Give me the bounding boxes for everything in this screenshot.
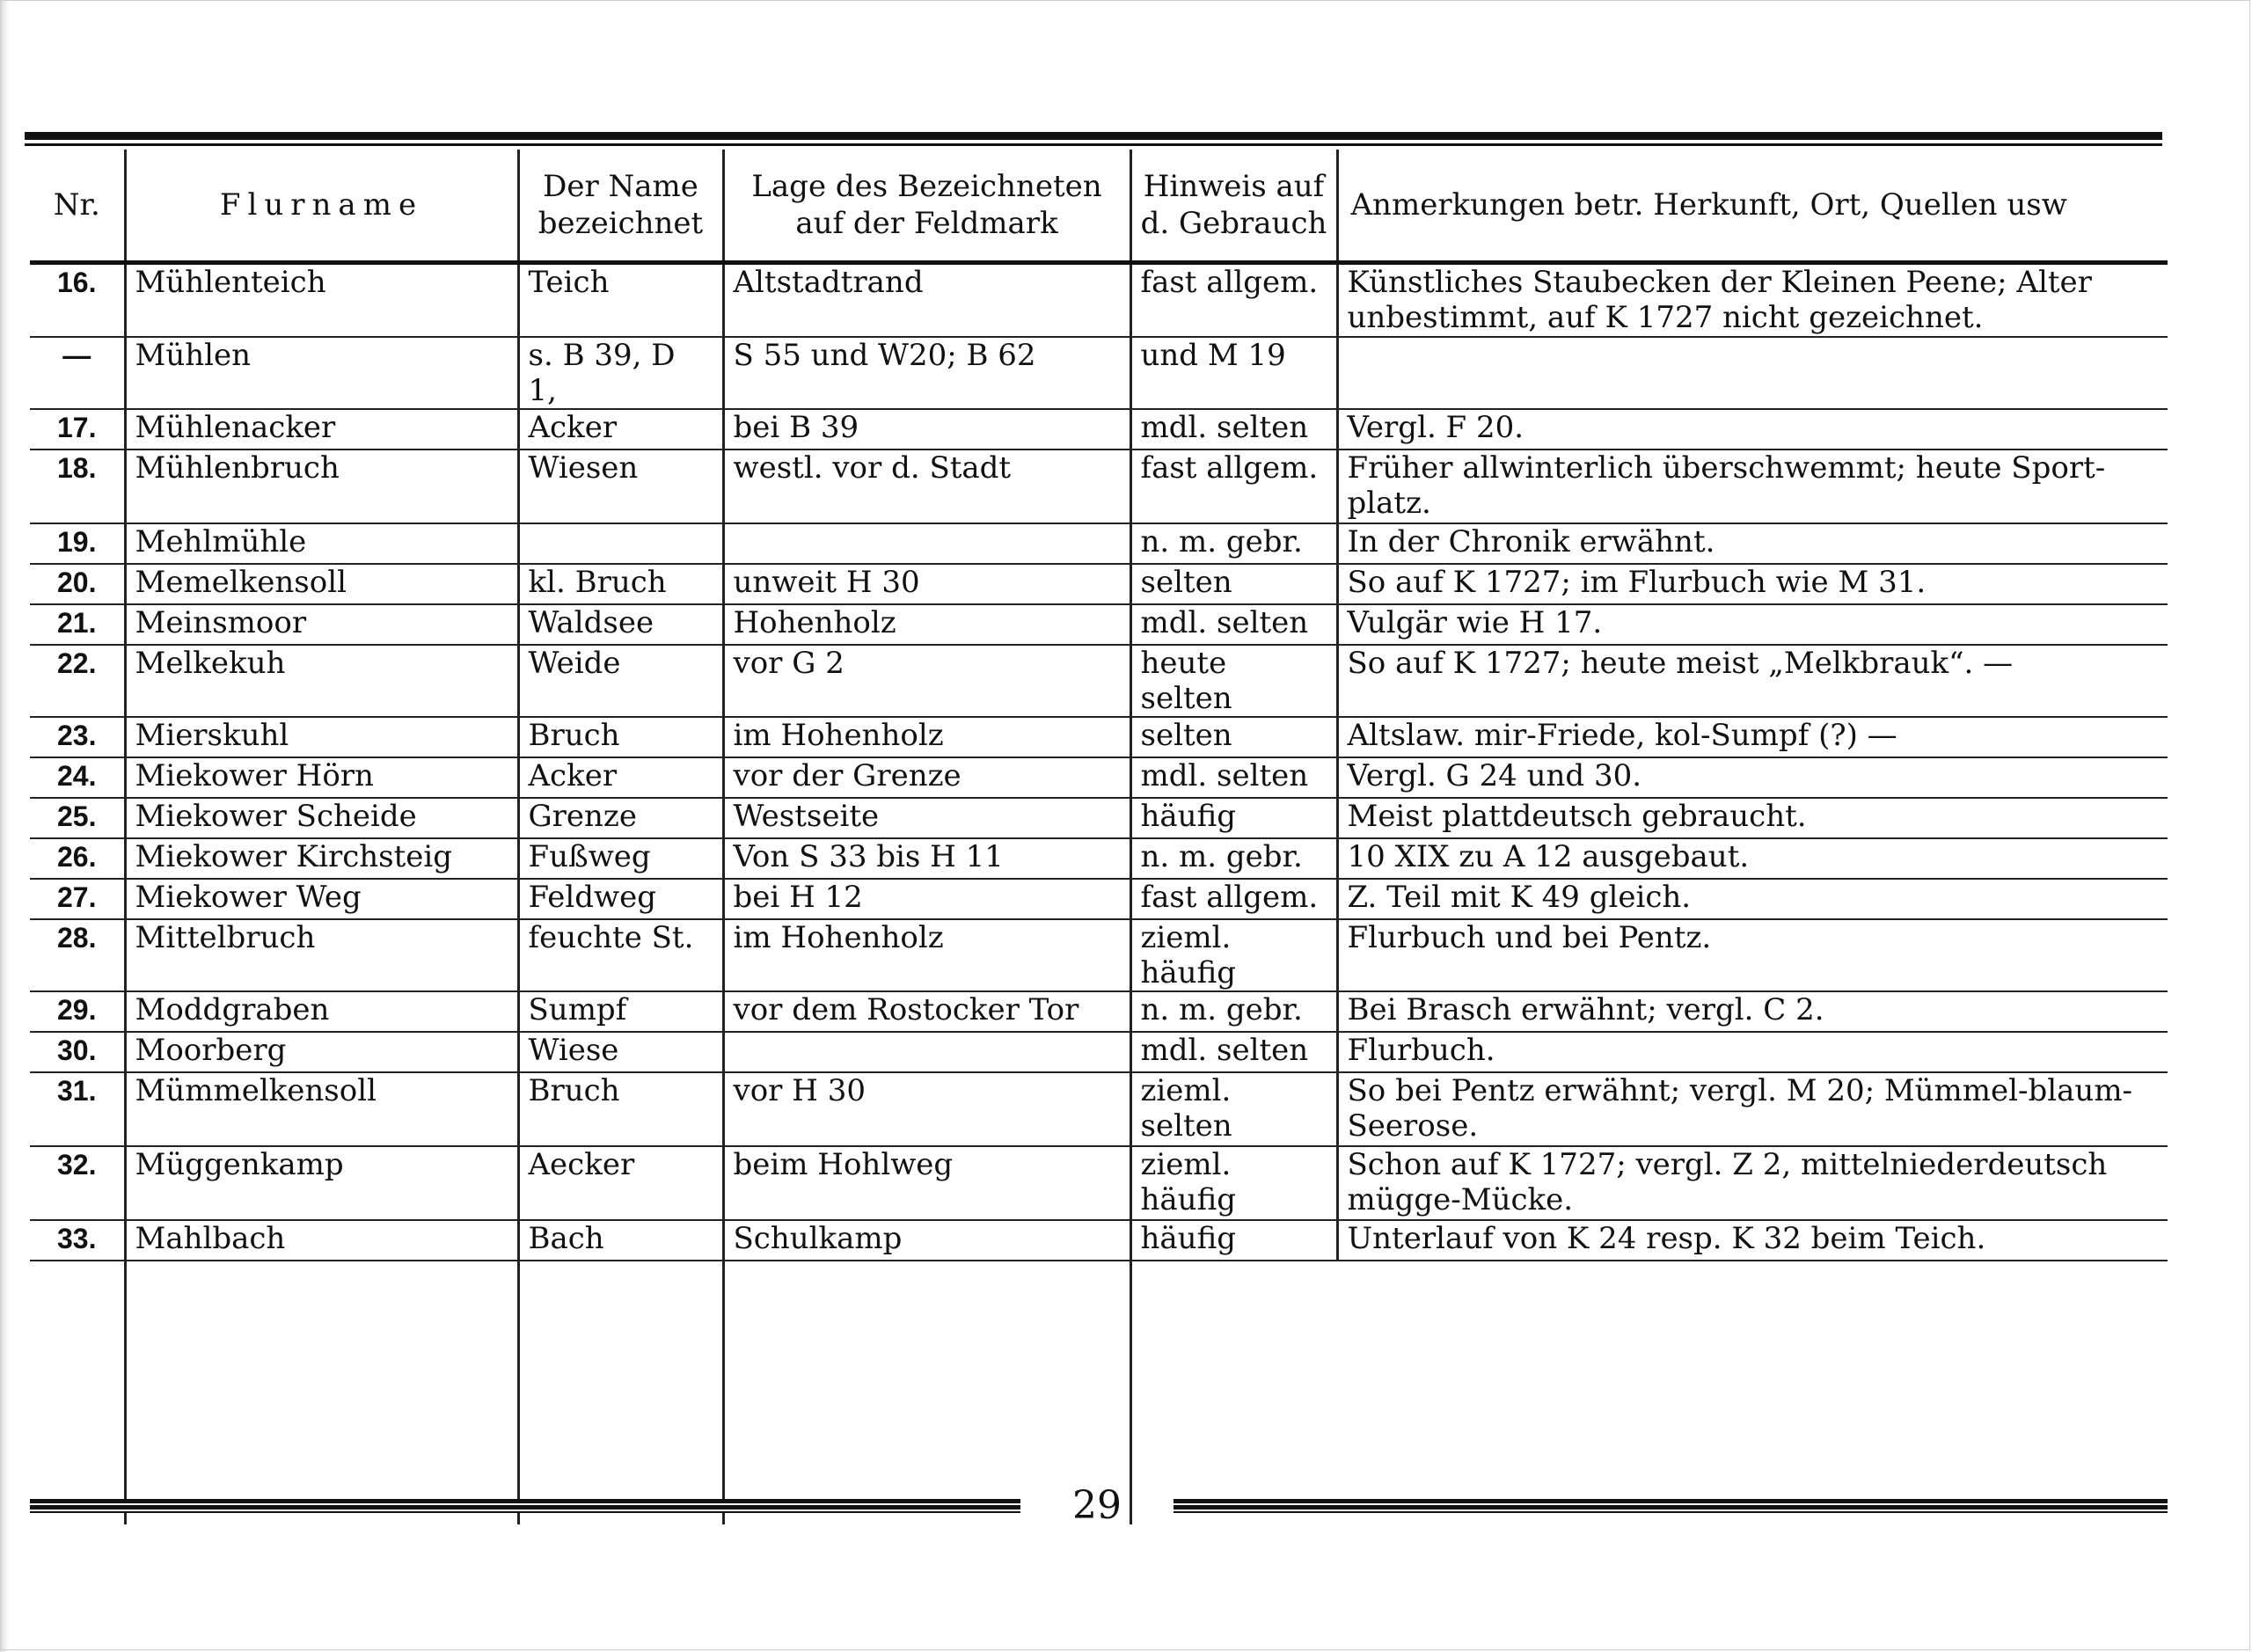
cell-anmerkung: Früher allwinterlich überschwemmt; heute Sport-platz.	[1337, 450, 2168, 523]
footer-rule-right	[1174, 1499, 2168, 1513]
cell-hinweis: häufig	[1130, 798, 1337, 838]
header-nr: Nr.	[30, 150, 125, 263]
cell-bezeichnet: Acker	[518, 757, 723, 798]
cell-anmerkung: 10 XIX zu A 12 ausgebaut.	[1337, 838, 2168, 879]
header-rule-thick	[25, 132, 2162, 140]
cell-anmerkung: Vulgär wie H 17.	[1337, 604, 2168, 645]
cell-flurname: Memelkensoll	[125, 564, 518, 604]
header-hinweis: Hinweis auf d. Gebrauch	[1130, 150, 1337, 263]
table-row	[30, 409, 2168, 450]
cell-flurname: Miekower Kirchsteig	[125, 838, 518, 879]
table-filler-cell	[1337, 1261, 2168, 1524]
table-row	[30, 991, 2168, 1032]
cell-hinweis: fast allgem.	[1130, 450, 1337, 523]
cell-lage: Schulkamp	[723, 1220, 1130, 1261]
cell-bezeichnet	[518, 523, 723, 564]
cell-anmerkung: Schon auf K 1727; vergl. Z 2, mittelniederdeutsch mügge-Mücke.	[1337, 1146, 2168, 1220]
table-body	[30, 263, 2168, 1524]
cell-nr: 24.	[30, 757, 125, 798]
cell-nr: 25.	[30, 798, 125, 838]
cell-lage: bei H 12	[723, 879, 1130, 919]
cell-flurname: Mühlenacker	[125, 409, 518, 450]
cell-hinweis: n. m. gebr.	[1130, 991, 1337, 1032]
table-header-row	[30, 150, 2168, 263]
cell-bezeichnet: Wiesen	[518, 450, 723, 523]
cell-anmerkung: Altslaw. mir-Friede, kol-Sumpf (?) —	[1337, 717, 2168, 757]
table-row	[30, 1146, 2168, 1220]
cell-lage: bei B 39	[723, 409, 1130, 450]
cell-flurname: Mahlbach	[125, 1220, 518, 1261]
table-filler-cell	[30, 1261, 125, 1524]
cell-hinweis: fast allgem.	[1130, 263, 1337, 337]
cell-anmerkung: Flurbuch.	[1337, 1032, 2168, 1072]
cell-hinweis: fast allgem.	[1130, 879, 1337, 919]
table-row	[30, 717, 2168, 757]
cell-nr: 23.	[30, 717, 125, 757]
cell-lage: S 55 und W20; B 62	[723, 337, 1130, 409]
cell-bezeichnet: Acker	[518, 409, 723, 450]
cell-anmerkung: Künstliches Staubecken der Kleinen Peene; Alter unbestimmt, auf K 1727 nicht gezeichnet.	[1337, 263, 2168, 337]
table-row	[30, 450, 2168, 523]
cell-lage: Hohenholz	[723, 604, 1130, 645]
cell-anmerkung: Meist plattdeutsch gebraucht.	[1337, 798, 2168, 838]
cell-lage: beim Hohlweg	[723, 1146, 1130, 1220]
cell-bezeichnet: Grenze	[518, 798, 723, 838]
cell-anmerkung: Bei Brasch erwähnt; vergl. C 2.	[1337, 991, 2168, 1032]
cell-hinweis: selten	[1130, 717, 1337, 757]
cell-hinweis: mdl. selten	[1130, 409, 1337, 450]
cell-bezeichnet: Sumpf	[518, 991, 723, 1032]
cell-flurname: Mierskuhl	[125, 717, 518, 757]
cell-bezeichnet: Fußweg	[518, 838, 723, 879]
cell-hinweis: zieml. selten	[1130, 1072, 1337, 1146]
cell-flurname: Meinsmoor	[125, 604, 518, 645]
cell-bezeichnet: Feldweg	[518, 879, 723, 919]
cell-nr: 19.	[30, 523, 125, 564]
cell-flurname: Mühlen	[125, 337, 518, 409]
cell-nr: 29.	[30, 991, 125, 1032]
table-row	[30, 1072, 2168, 1146]
cell-hinweis: zieml. häufig	[1130, 1146, 1337, 1220]
cell-nr: —	[30, 337, 125, 409]
cell-hinweis: mdl. selten	[1130, 604, 1337, 645]
cell-bezeichnet: kl. Bruch	[518, 564, 723, 604]
cell-bezeichnet: Aecker	[518, 1146, 723, 1220]
cell-lage: unweit H 30	[723, 564, 1130, 604]
cell-flurname: Melkekuh	[125, 645, 518, 717]
cell-flurname: Miekower Hörn	[125, 757, 518, 798]
cell-anmerkung: Vergl. G 24 und 30.	[1337, 757, 2168, 798]
cell-bezeichnet: Teich	[518, 263, 723, 337]
header-lage: Lage des Bezeichneten auf der Feldmark	[723, 150, 1130, 263]
table-filler-cell	[518, 1261, 723, 1524]
cell-hinweis: zieml. häufig	[1130, 919, 1337, 991]
table-filler-cell	[125, 1261, 518, 1524]
cell-flurname: Moddgraben	[125, 991, 518, 1032]
cell-nr: 16.	[30, 263, 125, 337]
cell-anmerkung: Unterlauf von K 24 resp. K 32 beim Teich.	[1337, 1220, 2168, 1261]
cell-lage: vor H 30	[723, 1072, 1130, 1146]
table-row	[30, 523, 2168, 564]
cell-lage: Westseite	[723, 798, 1130, 838]
cell-hinweis: mdl. selten	[1130, 757, 1337, 798]
cell-anmerkung: Z. Teil mit K 49 gleich.	[1337, 879, 2168, 919]
cell-flurname: Moorberg	[125, 1032, 518, 1072]
cell-lage: vor der Grenze	[723, 757, 1130, 798]
cell-lage: im Hohenholz	[723, 919, 1130, 991]
header-name-bezeichnet: Der Name bezeichnet	[518, 150, 723, 263]
cell-hinweis: häufig	[1130, 1220, 1337, 1261]
cell-hinweis: n. m. gebr.	[1130, 523, 1337, 564]
cell-flurname: Müggenkamp	[125, 1146, 518, 1220]
cell-anmerkung: So bei Pentz erwähnt; vergl. M 20; Mümmel-blaum-Seerose.	[1337, 1072, 2168, 1146]
cell-nr: 27.	[30, 879, 125, 919]
cell-lage: im Hohenholz	[723, 717, 1130, 757]
cell-anmerkung: In der Chronik erwähnt.	[1337, 523, 2168, 564]
cell-lage: vor dem Rostocker Tor	[723, 991, 1130, 1032]
cell-hinweis: und M 19	[1130, 337, 1337, 409]
cell-nr: 20.	[30, 564, 125, 604]
cell-nr: 21.	[30, 604, 125, 645]
cell-lage: Von S 33 bis H 11	[723, 838, 1130, 879]
table-row	[30, 757, 2168, 798]
footer-rule-left	[30, 1499, 1020, 1513]
cell-flurname: Mühlenbruch	[125, 450, 518, 523]
cell-flurname: Mehlmühle	[125, 523, 518, 564]
cell-bezeichnet: Wiese	[518, 1032, 723, 1072]
table-row	[30, 919, 2168, 991]
cell-bezeichnet: Weide	[518, 645, 723, 717]
cell-nr: 31.	[30, 1072, 125, 1146]
cell-bezeichnet: s. B 39, D 1,	[518, 337, 723, 409]
cell-hinweis: n. m. gebr.	[1130, 838, 1337, 879]
header-anmerkungen: Anmerkungen betr. Herkunft, Ort, Quellen usw	[1337, 150, 2168, 263]
page-number: 29	[1072, 1483, 1122, 1528]
table-row	[30, 838, 2168, 879]
table-row	[30, 1032, 2168, 1072]
header-rule-thin	[25, 143, 2162, 146]
cell-flurname: Mittelbruch	[125, 919, 518, 991]
cell-nr: 33.	[30, 1220, 125, 1261]
cell-bezeichnet: feuchte St.	[518, 919, 723, 991]
cell-nr: 18.	[30, 450, 125, 523]
cell-anmerkung: Flurbuch und bei Pentz.	[1337, 919, 2168, 991]
table-row	[30, 337, 2168, 409]
cell-nr: 22.	[30, 645, 125, 717]
cell-bezeichnet: Bruch	[518, 717, 723, 757]
cell-nr: 28.	[30, 919, 125, 991]
cell-lage	[723, 523, 1130, 564]
cell-lage	[723, 1032, 1130, 1072]
cell-flurname: Mümmelkensoll	[125, 1072, 518, 1146]
cell-anmerkung: Vergl. F 20.	[1337, 409, 2168, 450]
cell-anmerkung: So auf K 1727; heute meist „Melkbrauk“. —	[1337, 645, 2168, 717]
cell-anmerkung: So auf K 1727; im Flurbuch wie M 31.	[1337, 564, 2168, 604]
cell-hinweis: heute selten	[1130, 645, 1337, 717]
cell-lage: Altstadtrand	[723, 263, 1130, 337]
cell-anmerkung	[1337, 337, 2168, 409]
table-row	[30, 564, 2168, 604]
cell-lage: westl. vor d. Stadt	[723, 450, 1130, 523]
table-row	[30, 604, 2168, 645]
table-row	[30, 1220, 2168, 1261]
cell-bezeichnet: Bruch	[518, 1072, 723, 1146]
cell-nr: 17.	[30, 409, 125, 450]
cell-lage: vor G 2	[723, 645, 1130, 717]
cell-nr: 32.	[30, 1146, 125, 1220]
table-row	[30, 645, 2168, 717]
header-flurname: Flurname	[125, 150, 518, 263]
cell-nr: 26.	[30, 838, 125, 879]
cell-flurname: Mühlenteich	[125, 263, 518, 337]
table-row	[30, 263, 2168, 337]
table-row	[30, 798, 2168, 838]
cell-bezeichnet: Waldsee	[518, 604, 723, 645]
cell-flurname: Miekower Weg	[125, 879, 518, 919]
cell-hinweis: mdl. selten	[1130, 1032, 1337, 1072]
cell-flurname: Miekower Scheide	[125, 798, 518, 838]
table-row	[30, 879, 2168, 919]
cell-nr: 30.	[30, 1032, 125, 1072]
cell-bezeichnet: Bach	[518, 1220, 723, 1261]
field-names-table	[30, 150, 2168, 1524]
cell-hinweis: selten	[1130, 564, 1337, 604]
